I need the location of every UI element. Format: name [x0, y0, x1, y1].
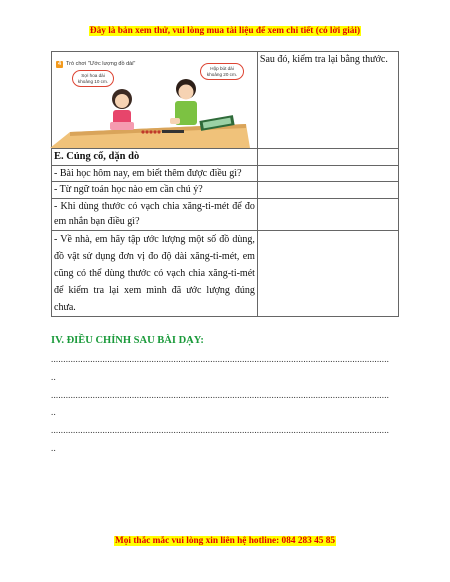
lesson-table: [51, 51, 399, 317]
empty-cell: [257, 198, 398, 230]
section-e-title: E. Củng cố, dặn dò: [52, 149, 258, 166]
dotted-line-short: ..: [51, 443, 56, 453]
dotted-line: ..........................................................................................................................................: [51, 425, 390, 435]
activity-number-badge: 4: [57, 61, 62, 67]
dotted-line: ..........................................................................................................................................: [51, 354, 390, 364]
dotted-line-short: ..: [51, 372, 56, 382]
game-illustration: [50, 52, 251, 148]
empty-cell: [257, 230, 398, 316]
empty-cell: [257, 165, 398, 182]
game-title-text: Trò chơi "Ước lượng đồ dài": [66, 61, 136, 67]
table-row: [52, 165, 399, 182]
illustration-cell: [52, 52, 258, 149]
table-row: [52, 182, 399, 199]
table-row: [52, 52, 399, 149]
table-row: [52, 230, 399, 316]
row-question-2: - Từ ngữ toán học nào em cần chú ý?: [52, 182, 258, 199]
table-row: [52, 198, 399, 230]
dotted-line-short: ..: [51, 407, 56, 417]
row-homework: - Về nhà, em hãy tập ước lượng một số đồ dùng, đồ vật sử dụng đơn vị đo độ dài xăng-ti-mét, em cũng có thể dùng thước có vạch chia xăng-ti-mét để kiểm tra lại xem mình đã ước lượng đúng chưa.: [52, 230, 258, 316]
hotline-footer: Mọi thắc mắc vui lòng xin liên hệ hotline: 084 283 45 85: [114, 536, 336, 546]
dotted-line: ..........................................................................................................................................: [51, 390, 390, 400]
right-cell-top: Sau đó, kiểm tra lại bằng thước.: [257, 52, 398, 149]
row-question-3: - Khi dùng thước có vạch chia xăng-ti-mét để đo em nhắn bạn điều gì?: [52, 198, 258, 230]
empty-cell: [257, 149, 398, 166]
row-question-1: - Bài học hôm nay, em biết thêm được điều gì?: [52, 165, 258, 182]
preview-banner: Đây là bản xem thử, vui lòng mua tài liệu để xem chi tiết (có lời giải): [89, 26, 361, 36]
table-row: [52, 149, 399, 166]
empty-cell: [257, 182, 398, 199]
section-iv-title: IV. ĐIỀU CHỈNH SAU BÀI DẠY:: [51, 335, 204, 346]
speech-bubble-left: Sợi hoa dài khoảng 10 cm.: [72, 70, 114, 87]
speech-bubble-right: Hộp bút dài khoảng 20 cm.: [200, 63, 244, 80]
